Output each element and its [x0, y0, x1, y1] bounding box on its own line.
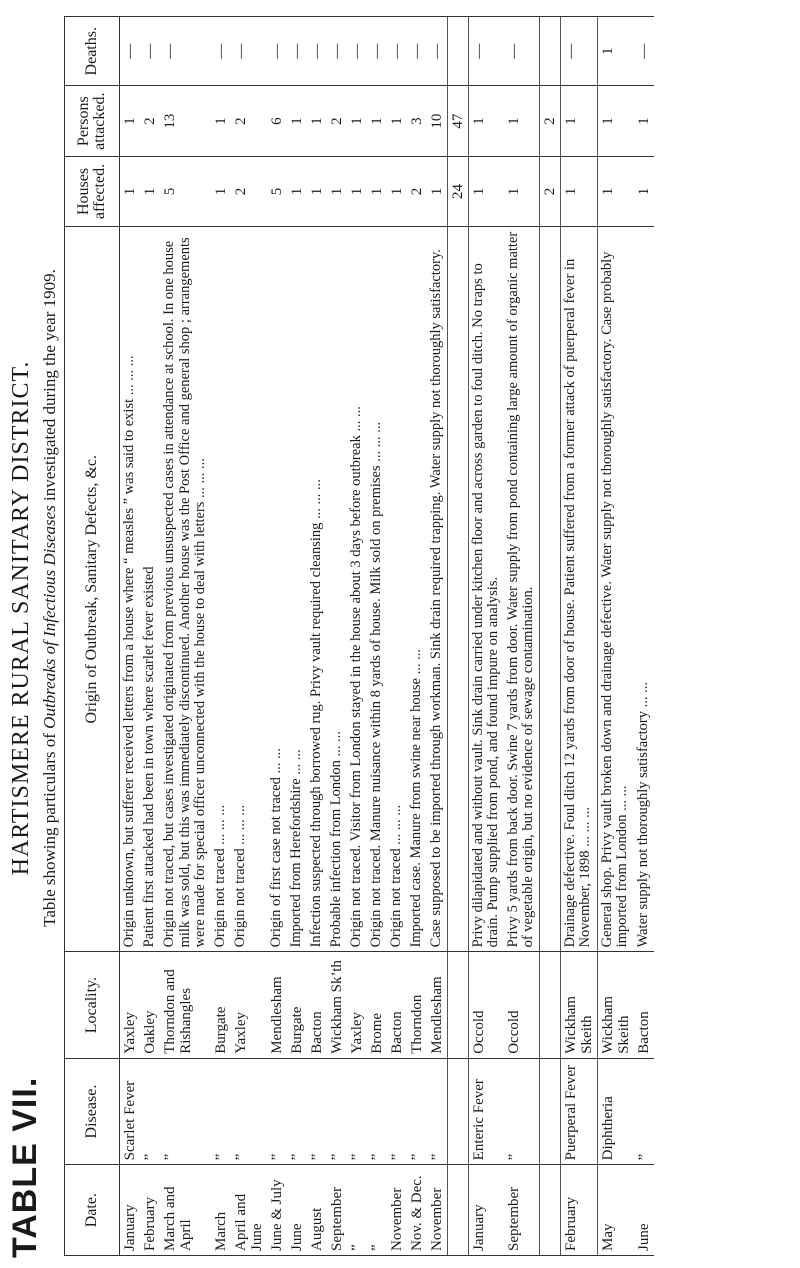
- cell-deaths: —: [387, 17, 407, 86]
- cell-locality: Bacton: [634, 952, 654, 1058]
- cell-houses: 1: [387, 156, 407, 226]
- table-row: [211, 17, 231, 1256]
- header-houses: Houses affected.: [65, 156, 120, 226]
- cell-deaths: 1: [597, 17, 634, 86]
- cell-origin: Imported case. Manure from swine near house ... ...: [407, 227, 427, 952]
- cell-disease: ”: [427, 1058, 448, 1165]
- subtitle-italic: Outbreaks of Infectious Diseases: [40, 505, 59, 729]
- cell-disease: ”: [387, 1058, 407, 1165]
- cell-locality: Bacton: [387, 952, 407, 1058]
- cell-locality: Bacton: [307, 952, 327, 1058]
- cell-houses: 1: [468, 156, 504, 226]
- cell-deaths: —: [347, 17, 367, 86]
- cell-houses: 1: [120, 156, 141, 226]
- table-row: [407, 17, 427, 1256]
- table-row: [387, 17, 407, 1256]
- cell-disease: ”: [160, 1058, 211, 1165]
- page-subtitle: [40, 148, 60, 1048]
- table-row: [267, 17, 287, 1256]
- table-row: [140, 17, 160, 1256]
- cell-deaths: —: [560, 17, 597, 86]
- header-date: Date.: [65, 1165, 120, 1256]
- table-row: [597, 17, 634, 1256]
- cell-date: June: [634, 1165, 654, 1256]
- cell-houses: 24: [447, 156, 468, 226]
- cell-houses: 1: [367, 156, 387, 226]
- page-title: HARTISMERE RURAL SANITARY DISTRICT.: [8, 360, 34, 876]
- cell-disease: Enteric Fever: [468, 1058, 504, 1165]
- cell-date: April and June: [231, 1165, 267, 1256]
- table-body: [120, 17, 654, 1256]
- cell-locality: Wickham Skeith: [597, 952, 634, 1058]
- cell-locality: [539, 952, 560, 1058]
- cell-locality: Burgate: [211, 952, 231, 1058]
- header-origin: Origin of Outbreak, Sanitary Defects, &c.: [65, 227, 120, 952]
- cell-deaths: [539, 17, 560, 86]
- cell-date: September: [504, 1165, 540, 1256]
- cell-disease: ”: [211, 1058, 231, 1165]
- cell-deaths: —: [307, 17, 327, 86]
- cell-deaths: —: [140, 17, 160, 86]
- cell-houses: 1: [211, 156, 231, 226]
- table-row: [560, 17, 597, 1256]
- cell-disease: ”: [231, 1058, 267, 1165]
- cell-disease: [539, 1058, 560, 1165]
- cell-deaths: —: [287, 17, 307, 86]
- cell-origin: [539, 227, 560, 952]
- cell-origin: Origin not traced ... ... ...: [387, 227, 407, 952]
- cell-locality: Oakley: [140, 952, 160, 1058]
- table-row: [367, 17, 387, 1256]
- cell-date: ”: [347, 1165, 367, 1256]
- cell-origin: Privy 5 yards from back door. Swine 7 yards from door. Water supply from pond containing large amount of organic matter of vegetable origin, but no evidence of sewage contamination.: [504, 227, 540, 952]
- cell-origin: [447, 227, 468, 952]
- cell-deaths: —: [504, 17, 540, 86]
- cell-origin: Imported from Herefordshire ... ...: [287, 227, 307, 952]
- cell-persons: 2: [140, 86, 160, 156]
- cell-locality: Wickham Skeith: [560, 952, 597, 1058]
- cell-persons: 6: [267, 86, 287, 156]
- cell-origin: Origin not traced. Visitor from London stayed in the house about 3 days before outbreak ... ...: [347, 227, 367, 952]
- cell-origin: Origin not traced ... ... ...: [231, 227, 267, 952]
- cell-houses: 2: [407, 156, 427, 226]
- cell-persons: 1: [597, 86, 634, 156]
- subtitle-prefix: Table showing particulars of: [40, 728, 59, 927]
- cell-locality: Yaxley: [231, 952, 267, 1058]
- cell-persons: 2: [327, 86, 347, 156]
- cell-locality: Burgate: [287, 952, 307, 1058]
- cell-houses: 2: [231, 156, 267, 226]
- cell-disease: Puerperal Fever: [560, 1058, 597, 1165]
- cell-origin: Origin not traced ... ... ...: [211, 227, 231, 952]
- table-row: [447, 17, 468, 1256]
- cell-persons: 2: [539, 86, 560, 156]
- cell-deaths: —: [160, 17, 211, 86]
- cell-date: January: [120, 1165, 141, 1256]
- cell-persons: 1: [367, 86, 387, 156]
- table-row: [468, 17, 504, 1256]
- table-header-row: [65, 17, 120, 1256]
- cell-locality: Yaxley: [347, 952, 367, 1058]
- cell-disease: ”: [140, 1058, 160, 1165]
- cell-deaths: [447, 17, 468, 86]
- cell-locality: Brome: [367, 952, 387, 1058]
- table-row: [347, 17, 367, 1256]
- cell-houses: 1: [327, 156, 347, 226]
- cell-date: November: [427, 1165, 448, 1256]
- cell-date: June: [287, 1165, 307, 1256]
- cell-deaths: —: [468, 17, 504, 86]
- cell-date: May: [597, 1165, 634, 1256]
- cell-date: March: [211, 1165, 231, 1256]
- cell-date: [539, 1165, 560, 1256]
- table-row: [160, 17, 211, 1256]
- header-deaths: Deaths.: [65, 17, 120, 86]
- cell-locality: Thorndon and Rishangles: [160, 952, 211, 1058]
- cell-houses: 5: [160, 156, 211, 226]
- header-locality: Locality.: [65, 952, 120, 1058]
- cell-disease: [447, 1058, 468, 1165]
- cell-disease: ”: [504, 1058, 540, 1165]
- cell-persons: 13: [160, 86, 211, 156]
- cell-houses: 2: [539, 156, 560, 226]
- header-disease: Disease.: [65, 1058, 120, 1165]
- cell-deaths: —: [231, 17, 267, 86]
- table-row: [327, 17, 347, 1256]
- cell-persons: 1: [211, 86, 231, 156]
- cell-date: February: [560, 1165, 597, 1256]
- cell-houses: 1: [287, 156, 307, 226]
- cell-houses: 1: [504, 156, 540, 226]
- cell-disease: Scarlet Fever: [120, 1058, 141, 1165]
- cell-locality: Thorndon: [407, 952, 427, 1058]
- table-row: [120, 17, 141, 1256]
- cell-origin: Privy dilapidated and without vault. Sink drain carried under kitchen floor and across garden to foul ditch. No traps to drain. Pump supplied from pond, and found impure on analysis.: [468, 227, 504, 952]
- cell-date: November: [387, 1165, 407, 1256]
- table-row: [287, 17, 307, 1256]
- cell-deaths: —: [120, 17, 141, 86]
- cell-persons: 47: [447, 86, 468, 156]
- subtitle-suffix: investigated during the year 1909.: [40, 269, 59, 506]
- cell-origin: General shop. Privy vault broken down and drainage defective. Water supply not thoroughly satisfactory. Case probably imported from London ... ...: [597, 227, 634, 952]
- cell-persons: 1: [307, 86, 327, 156]
- cell-persons: 1: [560, 86, 597, 156]
- cell-houses: 1: [140, 156, 160, 226]
- cell-date: August: [307, 1165, 327, 1256]
- cell-origin: Origin of first case not traced ... ...: [267, 227, 287, 952]
- cell-persons: 3: [407, 86, 427, 156]
- table-label: TABLE VII.: [6, 1076, 44, 1258]
- cell-persons: 1: [347, 86, 367, 156]
- cell-date: ”: [367, 1165, 387, 1256]
- cell-persons: 1: [120, 86, 141, 156]
- cell-disease: ”: [407, 1058, 427, 1165]
- cell-locality: Mendlesham: [267, 952, 287, 1058]
- cell-persons: 1: [504, 86, 540, 156]
- cell-disease: Diphtheria: [597, 1058, 634, 1165]
- cell-disease: ”: [287, 1058, 307, 1165]
- cell-origin: Infection suspected through borrowed rug. Privy vault required cleansing ... ... ...: [307, 227, 327, 952]
- cell-deaths: —: [211, 17, 231, 86]
- table-row: [504, 17, 540, 1256]
- cell-disease: ”: [367, 1058, 387, 1165]
- cell-origin: Case supposed to be imported through workman. Sink drain required trapping. Water supply not thoroughly satisfactory.: [427, 227, 448, 952]
- table-row: [539, 17, 560, 1256]
- cell-persons: 1: [468, 86, 504, 156]
- cell-date: February: [140, 1165, 160, 1256]
- cell-houses: 1: [560, 156, 597, 226]
- cell-houses: 1: [427, 156, 448, 226]
- cell-origin: Patient first attacked had been in town where scarlet fever existed: [140, 227, 160, 952]
- cell-locality: Wickham Sk’th: [327, 952, 347, 1058]
- cell-persons: 10: [427, 86, 448, 156]
- cell-deaths: —: [367, 17, 387, 86]
- cell-date: Nov. & Dec.: [407, 1165, 427, 1256]
- cell-houses: 1: [634, 156, 654, 226]
- table-row: [634, 17, 654, 1256]
- cell-houses: 1: [347, 156, 367, 226]
- cell-locality: Occold: [468, 952, 504, 1058]
- cell-houses: 5: [267, 156, 287, 226]
- cell-origin: Drainage defective. Foul ditch 12 yards from door of house. Patient suffered from a former attack of puerperal fever in November, 1898 ... ... ...: [560, 227, 597, 952]
- cell-persons: 1: [287, 86, 307, 156]
- outbreaks-table: [64, 16, 654, 1256]
- cell-locality: Mendlesham: [427, 952, 448, 1058]
- cell-persons: 1: [634, 86, 654, 156]
- header-persons: Persons attacked.: [65, 86, 120, 156]
- table-row: [307, 17, 327, 1256]
- cell-origin: Origin unknown, but sufferer received letters from a house where “ measles ” was said to exist ... ... ...: [120, 227, 141, 952]
- cell-disease: ”: [307, 1058, 327, 1165]
- cell-persons: 1: [387, 86, 407, 156]
- cell-origin: Origin not traced, but cases investigated originated from previous unsuspected cases in attendance at school. In one house milk was sold, but this was immediately discontinued. Another house was the Post Office and general shop ; arrangements were made for special officer unconnected with the house to deal with letters ... ... ...: [160, 227, 211, 952]
- cell-date: January: [468, 1165, 504, 1256]
- cell-date: [447, 1165, 468, 1256]
- cell-locality: Occold: [504, 952, 540, 1058]
- cell-houses: 1: [307, 156, 327, 226]
- cell-houses: 1: [597, 156, 634, 226]
- cell-deaths: —: [634, 17, 654, 86]
- cell-date: June & July: [267, 1165, 287, 1256]
- cell-origin: Water supply not thoroughly satisfactory ... ...: [634, 227, 654, 952]
- cell-deaths: —: [407, 17, 427, 86]
- cell-date: September: [327, 1165, 347, 1256]
- cell-origin: Probable infection from London ... ...: [327, 227, 347, 952]
- cell-origin: Origin not traced. Manure nuisance within 8 yards of house. Milk sold on premises ... ... ...: [367, 227, 387, 952]
- cell-locality: [447, 952, 468, 1058]
- table-row: [427, 17, 448, 1256]
- cell-disease: ”: [327, 1058, 347, 1165]
- cell-persons: 2: [231, 86, 267, 156]
- cell-deaths: —: [427, 17, 448, 86]
- table-row: [231, 17, 267, 1256]
- cell-disease: ”: [347, 1058, 367, 1165]
- cell-disease: ”: [267, 1058, 287, 1165]
- cell-deaths: —: [267, 17, 287, 86]
- cell-disease: ”: [634, 1058, 654, 1165]
- cell-date: March and April: [160, 1165, 211, 1256]
- cell-deaths: —: [327, 17, 347, 86]
- cell-locality: Yaxley: [120, 952, 141, 1058]
